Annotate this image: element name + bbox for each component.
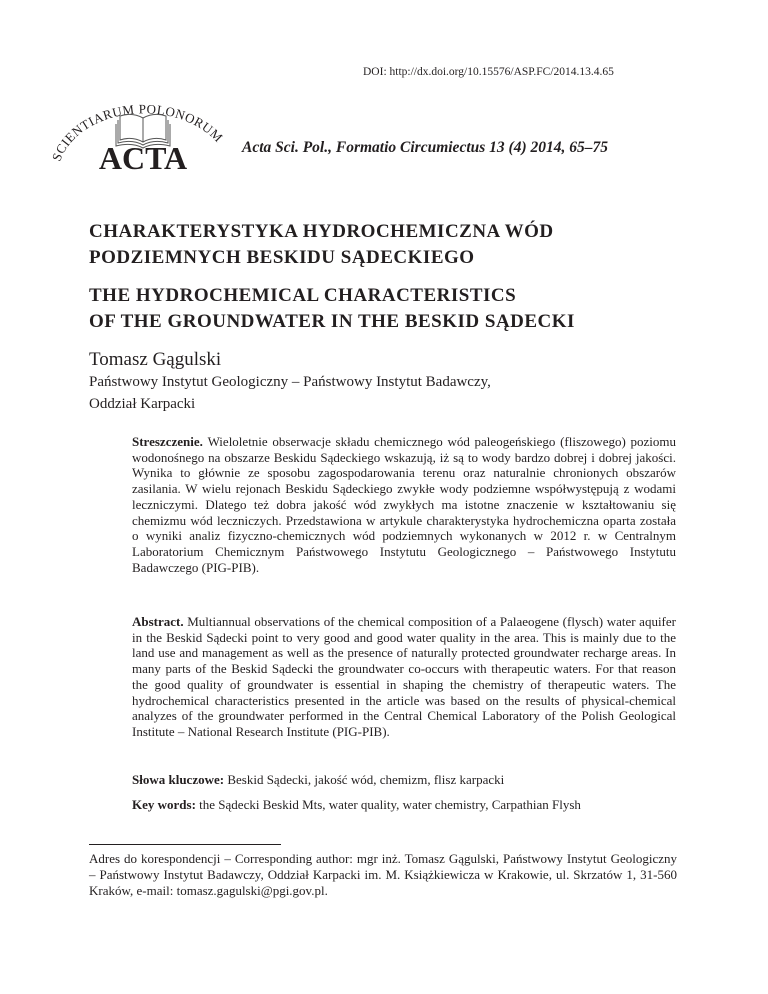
title-polish-line-2: PODZIEMNYCH BESKIDU SĄDECKIEGO (89, 247, 475, 268)
abstract-polish-label: Streszczenie. (132, 434, 208, 449)
author-name: Tomasz Gągulski (89, 349, 222, 370)
abstract-english-label: Abstract. (132, 614, 188, 629)
doi-link[interactable]: DOI: http://dx.doi.org/10.15576/ASP.FC/2014.13.4.65 (363, 66, 614, 78)
footnote-divider (89, 844, 281, 845)
keywords-polish-label: Słowa kluczowe: (132, 772, 228, 787)
correspondence-footnote: Adres do korespondencji – Corresponding author: mgr inż. Tomasz Gągulski, Państwowy Instytut Geologiczny – Państwowy Instytut Badawczy, Oddział Karpacki im. M. Książkiewicza w Krakowie, ul. Skrzatów 1, 31-560 Kraków, e-mail: tomasz.gagulski@pgi.gov.pl. (89, 851, 677, 898)
abstract-english-text: Multiannual observations of the chemical composition of a Palaeogene (flysch) water aquifer in the Beskid Sądecki point to very good and good water quality in the area. This is mainly due to the land use and management as well as the presence of naturally protected groundwater recharge areas. In many parts of the Beskid Sądecki the groundwater co-occurs with therapeutic waters. For that reason the good quality of groundwater is essential in shaping the chemistry of therapeutic waters. The hydrochemical characteristics presented in the article was based on the results of physical-chemical analyzes of the groundwater performed in the Central Chemical Laboratory of the Polish Geological Institute – National Research Institute (PIG-PIB). (132, 614, 676, 739)
keywords-english-text: the Sądecki Beskid Mts, water quality, water chemistry, Carpathian Flysh (199, 797, 581, 812)
abstract-polish-text: Wieloletnie obserwacje składu chemicznego wód paleogeńskiego (fliszowego) poziomu wodonośnego na obszarze Beskidu Sądeckiego wskazują, iż są to wody bardzo dobrej i dobrej jakości. Wynika to głównie ze sposobu zagospodarowania terenu oraz naturalnie chronionych obszarów zasilania. W wielu rejonach Beskidu Sądeckiego zwykłe wody podziemne współwystępują z wodami leczniczymi. Dlatego też dobra jakość wód zwykłych ma istotne znaczenie w kształtowaniu się chemizmu wód leczniczych. Przedstawiona w artykule charakterystyka hydrochemiczna oparta została o wyniki analiz fizyczno-chemicznych wód podziemnych wykonanych w 2012 r. w Centralnym Laboratorium Chemicznym Państwowego Instytutu Geologicznego – Państwowego Instytutu Badawczego (PIG-PIB). (132, 434, 676, 575)
title-english-line-1: THE HYDROCHEMICAL CHARACTERISTICS (89, 285, 517, 306)
abstract-english (132, 614, 676, 740)
keywords-polish-text: Beskid Sądecki, jakość wód, chemizm, flisz karpacki (227, 772, 505, 787)
title-english (89, 283, 575, 335)
journal-logo (48, 86, 230, 170)
keywords-english (132, 797, 676, 813)
acta-wordmark: ACTA (98, 140, 188, 170)
title-english-line-2: OF THE GROUNDWATER IN THE BESKID SĄDECKI (89, 311, 575, 332)
affiliation-line-1: Państwowy Instytut Geologiczny – Państwowy Instytut Badawczy, (89, 374, 491, 390)
journal-citation: Acta Sci. Pol., Formatio Circumiectus 13 (4) 2014, 65–75 (242, 139, 608, 156)
svg-text:SCIENTIARUM POLONORUM: SCIENTIARUM POLONORUM (48, 101, 227, 164)
title-polish-line-1: CHARAKTERYSTYKA HYDROCHEMICZNA WÓD (89, 221, 554, 242)
acta-logo-icon (48, 86, 230, 170)
author-affiliation (89, 371, 649, 415)
affiliation-line-2: Oddział Karpacki (89, 396, 196, 412)
abstract-polish (132, 434, 676, 575)
keywords-english-label: Key words: (132, 797, 200, 812)
title-polish (89, 219, 554, 271)
keywords-polish (132, 772, 676, 788)
